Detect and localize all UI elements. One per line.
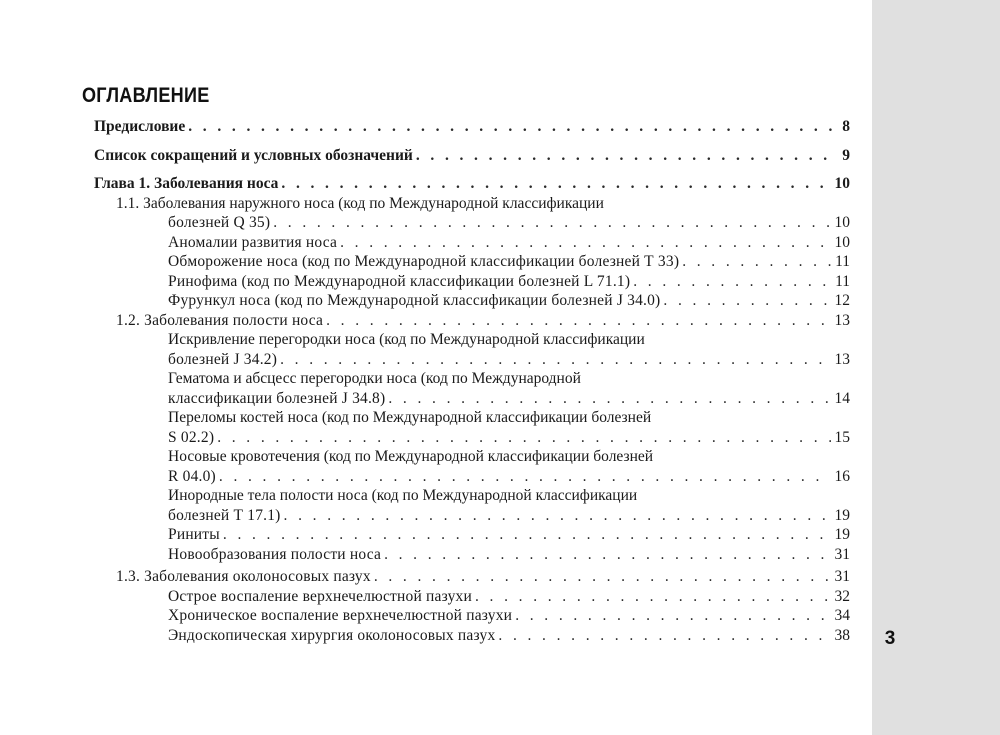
toc-entry <box>94 567 850 587</box>
toc-entry-title: Острое воспаление верхнечелюстной пазухи <box>168 587 472 605</box>
toc-entry <box>94 447 850 486</box>
toc-entry-page: 9 <box>842 146 850 164</box>
dot-leader <box>284 506 831 526</box>
dot-leader <box>219 467 831 487</box>
dot-leader <box>281 174 830 194</box>
toc-entry-title-line: Переломы костей носа (код по Международной классификации болезней <box>168 409 652 426</box>
toc-entry-title: S 02.2) <box>168 428 215 446</box>
toc-entry-title: Эндоскопическая хирургия околоносовых пазух <box>168 626 496 644</box>
toc-entry <box>94 291 850 311</box>
dot-leader <box>384 545 830 565</box>
toc-entry <box>94 606 850 626</box>
toc-entry <box>94 587 850 607</box>
toc-entry-title-line: 1.1. Заболевания наружного носа (код по Международной классификации <box>116 194 604 212</box>
toc-entry-page: 10 <box>834 175 850 192</box>
toc-entry-title: R 04.0) <box>168 467 216 485</box>
toc-entry-page: 31 <box>834 545 850 563</box>
toc-entry-title: болезней Q 35) <box>168 214 271 231</box>
dot-leader <box>515 606 830 626</box>
toc-entry-page: 32 <box>834 587 850 605</box>
toc-entry <box>94 194 850 233</box>
toc-entry-title-line: Носовые кровотечения (код по Международной классификации болезней <box>168 448 654 465</box>
toc-chapter-entry <box>94 174 850 194</box>
dot-leader <box>273 213 830 233</box>
toc-entry-title: Новообразования полости носа <box>168 545 382 563</box>
dot-leader <box>326 311 830 331</box>
toc-entry <box>94 486 850 525</box>
toc-entry-page: 13 <box>834 311 850 329</box>
dot-leader <box>498 626 830 646</box>
table-of-contents <box>94 117 850 645</box>
dot-leader <box>340 233 830 253</box>
toc-entry-page: 11 <box>835 272 850 290</box>
toc-entry-title: Глава 1. Заболевания носа <box>94 175 279 192</box>
toc-entry <box>94 408 850 447</box>
toc-entry <box>94 311 850 331</box>
toc-entry <box>94 233 850 253</box>
toc-entry-title-line: Инородные тела полости носа (код по Международной классификации <box>168 487 638 504</box>
dot-leader <box>475 587 831 607</box>
toc-entry-title: Список сокращений и условных обозначений <box>94 146 413 164</box>
toc-entry-page: 12 <box>834 292 850 309</box>
toc-entry <box>94 369 850 408</box>
toc-entry-title: Риниты <box>168 526 220 543</box>
dot-leader <box>416 146 832 166</box>
toc-entry-page: 34 <box>834 607 850 624</box>
dot-leader <box>374 567 831 587</box>
toc-entry-page: 38 <box>834 626 850 644</box>
dot-leader <box>217 428 830 448</box>
toc-entry-page: 14 <box>834 389 850 407</box>
toc-entry-page: 10 <box>834 214 850 231</box>
dot-leader <box>682 252 831 272</box>
page-number: 3 <box>884 628 896 649</box>
dot-leader <box>388 389 830 409</box>
toc-entry-page: 16 <box>834 467 850 485</box>
toc-chapter-entry <box>94 146 850 166</box>
toc-entry-page: 11 <box>835 253 850 270</box>
toc-entry <box>94 626 850 646</box>
toc-entry <box>94 525 850 545</box>
toc-entry-page: 19 <box>834 506 850 524</box>
toc-entry-title-line: Искривление перегородки носа (код по Международной классификации <box>168 331 645 348</box>
toc-entry-page: 8 <box>842 118 850 135</box>
toc-entry-title: Ринофима (код по Международной классификации болезней L 71.1) <box>168 272 631 290</box>
toc-entry-page: 31 <box>834 568 850 585</box>
toc-entry-page: 19 <box>834 526 850 543</box>
toc-entry <box>94 252 850 272</box>
dot-leader <box>633 272 831 292</box>
toc-entry-title: Предисловие <box>94 118 186 135</box>
page-margin-strip <box>872 0 1000 735</box>
toc-entry-page: 15 <box>834 428 850 446</box>
toc-entry <box>94 330 850 369</box>
dot-leader <box>663 291 830 311</box>
toc-entry-title: 1.3. Заболевания околоносовых пазух <box>116 568 371 585</box>
toc-entry-title: 1.2. Заболевания полости носа <box>116 311 324 329</box>
toc-chapter-entry <box>94 117 850 137</box>
toc-entry-title: болезней J 34.2) <box>168 350 278 368</box>
toc-entry-title: Хроническое воспаление верхнечелюстной пазухи <box>168 607 513 624</box>
toc-entry-page: 10 <box>834 233 850 251</box>
toc-entry-title-line: Гематома и абсцесс перегородки носа (код по Международной <box>168 370 581 387</box>
toc-entry-page: 13 <box>834 350 850 368</box>
toc-entry-title: Фурункул носа (код по Международной классификации болезней J 34.0) <box>168 292 661 309</box>
toc-entry-title: Аномалии развития носа <box>168 233 338 251</box>
dot-leader <box>280 350 830 370</box>
toc-entry-title: классификации болезней J 34.8) <box>168 389 386 407</box>
toc-entry-title: Обморожение носа (код по Международной классификации болезней Т 33) <box>168 253 680 270</box>
dot-leader <box>188 117 832 137</box>
toc-heading: ОГЛАВЛЕНИЕ <box>82 84 210 107</box>
toc-entry-title: болезней Т 17.1) <box>168 506 281 524</box>
toc-entry <box>94 545 850 565</box>
toc-entry <box>94 272 850 292</box>
dot-leader <box>223 525 831 545</box>
